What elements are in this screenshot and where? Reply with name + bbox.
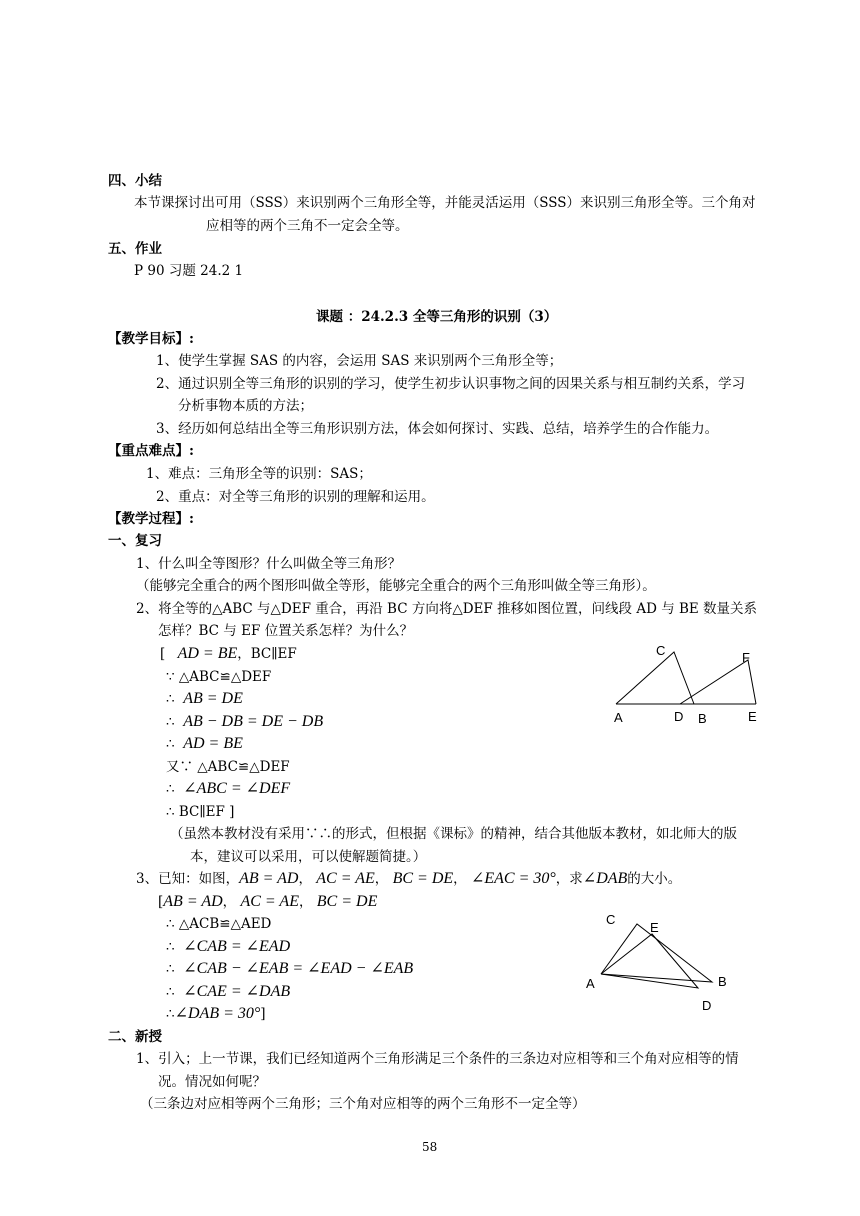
process-heading: 【教学过程】: [108,511,194,527]
proof3-sep: ， [298,894,313,910]
lesson-title: 课题 ：24.2.3 全等三角形的识别（3） [316,309,558,325]
proof2-ab-de: AB = DE [183,690,243,707]
q3-prefix: 3、已知：如图， [136,871,240,887]
therefore-sign: ∴ [166,804,175,820]
q3-sep: ， [298,871,312,887]
fig1-label-a: A [614,710,623,725]
new-lesson-line1: 1、引入；上一节课，我们已经知道两个三角形满足三个条件的三条边对应相等和三个角对应相等的情 [136,1051,739,1067]
page-number: 58 [422,1140,438,1154]
therefore-sign: ∴ [166,984,175,1000]
proof3-cae-dab: ∠CAE = ∠DAB [183,983,291,1000]
key-points-heading: 【重点难点】: [108,443,194,459]
proof2-line8 [166,803,234,821]
proof2-open-bracket: [ [160,646,166,662]
proof2-line6: 又∵ △ABC≌△DEF [166,759,290,775]
therefore-sign: ∴ [166,736,175,752]
therefore-sign: ∴ [166,1006,175,1022]
proof3-subtract: ∠CAB − ∠EAB = ∠EAD − ∠EAB [183,960,414,977]
q3-ask: ，求 [555,871,583,887]
proof3-line3 [166,938,290,956]
fig1-label-b: B [698,711,707,726]
proof3-close-bracket: ] [260,1006,266,1022]
proof3-line5 [166,983,290,1001]
q3-angle-dab: ∠DAB [582,870,628,887]
goal-item-3: 3、经历如何总结出全等三角形识别方法，体会如何探讨、实践、总结，培养学生的合作能力。 [156,421,719,437]
new-lesson-line3: （三条边对应相等两个三角形；三个角对应相等的两个三角形不一定全等） [140,1096,586,1112]
proof2-line1 [160,645,297,663]
summary-line-2: 应相等的两个三角不一定会全等。 [206,218,409,234]
therefore-sign: ∴ [166,714,175,730]
q3-sep: ， [374,871,389,887]
fig2-label-d: D [702,998,712,1013]
triangle-abc [616,652,694,704]
proof2-line7 [166,780,290,798]
fig2-label-e: E [650,920,659,935]
proof2-line3 [166,690,243,708]
proof3-angle-eq: ∠CAB = ∠EAD [183,938,291,955]
therefore-sign: ∴ [166,961,175,977]
therefore-sign: ∴ [166,781,175,797]
q3-suffix: 的大小。 [627,871,682,887]
review-q3 [136,870,681,888]
homework-heading: 五、作业 [108,241,162,257]
proof3-line4 [166,960,413,978]
proof2-parallel: BC∥EF ] [178,804,235,820]
new-lesson-heading: 二、新授 [108,1029,162,1045]
proof2-ad-be-result: AD = BE [183,735,243,752]
proof2-angle-eq: ∠ABC = ∠DEF [183,780,291,797]
proof3-open-bracket: [ [158,894,164,910]
goal-item-2: 2、通过识别全等三角形的识别的学习，使学生初步认识事物之间的因果关系与相互制约关系，学习 [156,376,746,392]
proof2-ad-be: AD = BE [177,645,238,662]
figure-triangles-abc-def [600,640,780,732]
q3-ac-ae: AC = AE [316,870,375,887]
proof3-line1 [158,893,377,911]
review-note-line2: 本，建议可以采用，可以使解题简捷。） [190,849,427,865]
review-a1: （能够完全重合的两个图形叫做全等形，能够完全重合的两个三角形叫做全等三角形）。 [136,578,656,594]
proof3-line2: ∴ △ACB≌△AED [166,916,272,932]
proof2-line2: ∵ △ABC≌△DEF [166,669,272,685]
therefore-sign: ∴ [166,691,175,707]
summary-heading: 四、小结 [108,173,162,189]
summary-line-1: 本节课探讨出可用（SSS）来识别两个三角形全等，并能灵活运用（SSS）来识别三角形全等。三个角对 [134,195,756,211]
proof3-line6 [166,1005,266,1023]
review-note-line1: （虽然本教材没有采用∵∴的形式，但根据《课标》的精神，结合其他版本教材，如北师大的版 [170,826,737,842]
proof2-subtract: AB − DB = DE − DB [183,713,324,730]
review-heading: 一、复习 [108,533,162,549]
new-lesson-line2: 况。情况如何呢？ [158,1074,266,1090]
key-point-1: 1、难点：三角形全等的识别：SAS； [146,466,372,482]
proof2-bc-ef: ，BC∥EF [237,646,297,662]
proof3-ac-ae: AC = AE [240,893,299,910]
goal-item-1: 1、使学生掌握 SAS 的内容，会运用 SAS 来识别两个三角形全等； [156,353,563,369]
figure-triangles-acb-aed [580,908,740,1018]
proof3-result: ∠DAB = 30° [174,1005,261,1022]
review-q1: 1、什么叫全等图形？什么叫做全等三角形？ [136,556,402,572]
proof3-ab-ad: AB = AD [163,893,223,910]
review-q2-line1: 2、将全等的△ABC 与△DEF 重合，再沿 BC 方向将△DEF 推移如图位置，问线段 AD 与 BE 数量关系 [136,601,758,617]
q3-angle-eac: ∠EAC = 30° [470,870,556,887]
fig1-label-e: E [748,709,757,724]
goal-item-2-cont: 分析事物本质的方法； [178,398,313,414]
review-q2-line2: 怎样？BC 与 EF 位置关系怎样？为什么？ [158,623,414,639]
proof2-line5 [166,735,243,753]
key-point-2: 2、重点：对全等三角形的识别的理解和运用。 [156,489,435,505]
q3-ab-ad: AB = AD [239,870,299,887]
fig1-label-c: C [656,643,666,658]
proof3-sep: ， [222,894,237,910]
proof3-bc-de: BC = DE [316,893,378,910]
fig2-label-b: B [718,974,727,989]
fig1-label-f: F [742,650,750,665]
q3-sep: ， [453,871,467,887]
proof2-line4 [166,713,323,731]
goals-heading: 【教学目标】: [108,331,194,347]
homework-text: P 90 习题 24.2 1 [134,263,244,279]
fig1-label-d: D [674,709,684,724]
therefore-sign: ∴ [166,939,175,955]
fig2-label-c: C [606,912,616,927]
q3-bc-de: BC = DE [392,870,454,887]
fig2-label-a: A [586,976,595,991]
